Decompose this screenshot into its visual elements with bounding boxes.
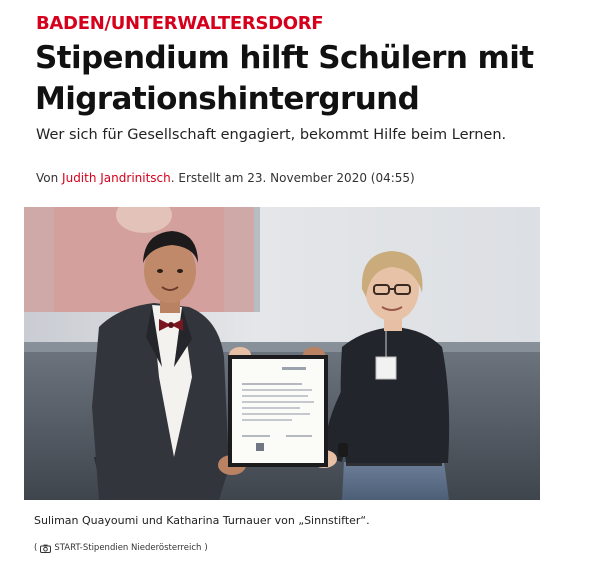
byline-date: . Erstellt am 23. November 2020 (04:55) (170, 171, 415, 185)
credit-open-paren: ( (34, 543, 38, 553)
article-headline: Stipendium hilft Schülern mit Migrationshintergrund (35, 40, 534, 117)
credit-close-paren: ) (204, 543, 208, 553)
camera-icon (40, 544, 51, 553)
photo-illustration (24, 207, 540, 500)
byline-prefix: Von (36, 171, 63, 185)
photo-credit (34, 543, 208, 553)
article-photo[interactable] (24, 207, 540, 500)
credit-text: START-Stipendien Niederösterreich (54, 543, 202, 553)
author-link[interactable]: Judith Jandrinitsch (62, 171, 171, 185)
article-byline (36, 171, 415, 185)
article-lead: Wer sich für Gesellschaft engagiert, bekommt Hilfe beim Lernen. (36, 127, 507, 143)
article-kicker[interactable]: BADEN/UNTERWALTERSDORF (36, 13, 324, 34)
photo-caption: Suliman Quayoumi und Katharina Turnauer von „Sinnstifter“. (34, 514, 370, 527)
